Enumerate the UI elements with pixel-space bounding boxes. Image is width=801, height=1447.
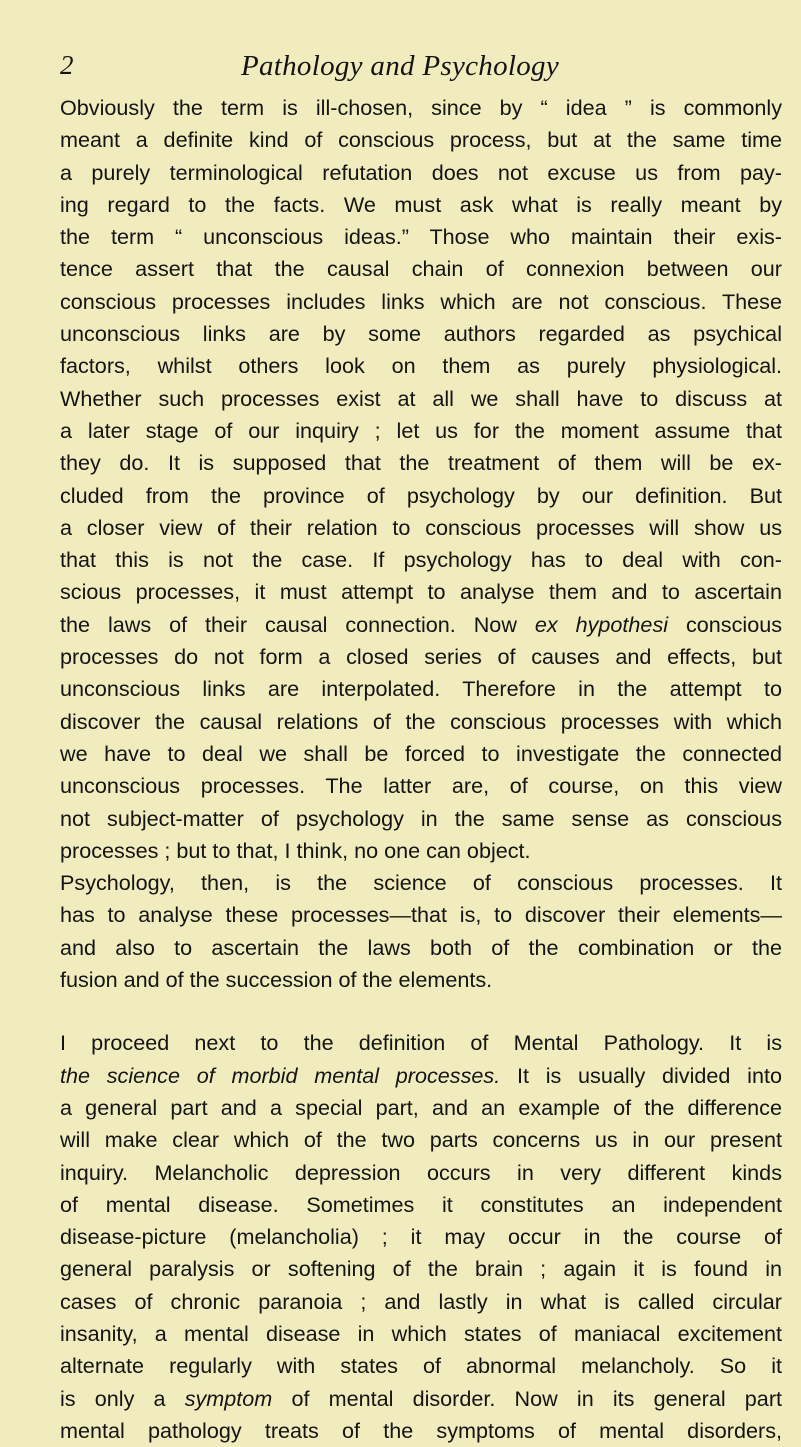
- text-line: unconscious processes. The latter are, of course, on this view: [60, 773, 782, 799]
- text-line: I proceed next to the definition of Mental Pathology. It is: [60, 1030, 782, 1056]
- text-line: discover the causal relations of the conscious processes with which: [60, 708, 782, 734]
- text-line: [60, 609, 782, 641]
- text-line: conscious processes includes links which are not conscious. These: [60, 288, 782, 314]
- text-line: Obviously the term is ill-chosen, since by “ idea ” is commonly: [60, 95, 782, 120]
- text-line: not subject-matter of psychology in the same sense as conscious: [60, 805, 782, 831]
- text-line: unconscious links are by some authors regarded as psychical: [60, 321, 782, 347]
- text-line: fusion and of the succession of the elements.: [60, 967, 493, 993]
- text-line: insanity, a mental disease in which states of maniacal excitement: [60, 1320, 782, 1346]
- italic-phrase: the science of morbid mental processes.: [60, 1062, 501, 1088]
- text-segment: conscious: [685, 611, 783, 637]
- body-text: [60, 92, 782, 1447]
- text-line: the term “ unconscious ideas.” Those who maintain their exis-: [60, 224, 782, 250]
- text-line: disease-picture (melancholia) ; it may occur in the course of: [60, 1224, 782, 1250]
- text-line: has to analyse these processes—that is, to discover their elements—: [60, 902, 782, 928]
- text-line: [60, 1060, 782, 1092]
- text-line: a general part and a special part, and an example of the difference: [60, 1094, 782, 1120]
- text-segment: the laws of their causal connection. Now: [60, 611, 517, 637]
- text-line: processes do not form a closed series of causes and effects, but: [60, 644, 782, 670]
- text-segment: of mental disorder. Now in its general part: [291, 1385, 783, 1411]
- text-line: factors, whilst others look on them as purely physiological.: [60, 353, 782, 379]
- text-line: we have to deal we shall be forced to investigate the connected: [60, 740, 782, 766]
- text-line: general paralysis or softening of the brain ; again it is found in: [60, 1256, 782, 1282]
- text-line: alternate regularly with states of abnormal melancholy. So it: [60, 1353, 782, 1379]
- paragraph-gap: [60, 996, 782, 1027]
- running-title: Pathology and Psychology: [240, 50, 560, 82]
- text-line: Psychology, then, is the science of conscious processes. It: [60, 870, 782, 896]
- text-segment: It is usually divided into: [516, 1062, 782, 1088]
- text-line: of mental disease. Sometimes it constitutes an independent: [60, 1191, 782, 1217]
- text-line: and also to ascertain the laws both of the combination or the: [60, 934, 782, 960]
- text-line: a closer view of their relation to conscious processes will show us: [60, 514, 782, 540]
- text-line: unconscious links are interpolated. Therefore in the attempt to: [60, 676, 782, 702]
- text-segment: is only a: [60, 1385, 166, 1411]
- text-line: cases of chronic paranoia ; and lastly in what is called circular: [60, 1288, 782, 1314]
- text-line: meant a definite kind of conscious process, but at the same time: [60, 127, 782, 153]
- text-line: [60, 1383, 782, 1415]
- text-line: scious processes, it must attempt to analyse them and to ascertain: [60, 579, 782, 605]
- text-line: tence assert that the causal chain of connexion between our: [60, 256, 782, 282]
- text-line: they do. It is supposed that the treatment of them will be ex-: [60, 450, 782, 476]
- text-line: processes ; but to that, I think, no one can object.: [60, 837, 531, 863]
- italic-phrase: ex hypothesi: [534, 611, 669, 637]
- text-line: a purely terminological refutation does not excuse us from pay-: [60, 159, 782, 185]
- text-line: Whether such processes exist at all we shall have to discuss at: [60, 385, 782, 411]
- text-line: will make clear which of the two parts concerns us in our present: [60, 1127, 782, 1153]
- text-line: ing regard to the facts. We must ask what is really meant by: [60, 191, 782, 217]
- page-number: 2: [60, 50, 74, 80]
- text-line: that this is not the case. If psychology has to deal with con-: [60, 547, 782, 573]
- text-line: a later stage of our inquiry ; let us for the moment assume that: [60, 417, 782, 443]
- italic-phrase: symptom: [184, 1385, 273, 1411]
- text-line: mental pathology treats of the symptoms of mental disorders,: [60, 1417, 782, 1443]
- running-head: [60, 50, 740, 86]
- text-line: inquiry. Melancholic depression occurs in very different kinds: [60, 1159, 782, 1185]
- text-line: cluded from the province of psychology by our definition. But: [60, 482, 782, 508]
